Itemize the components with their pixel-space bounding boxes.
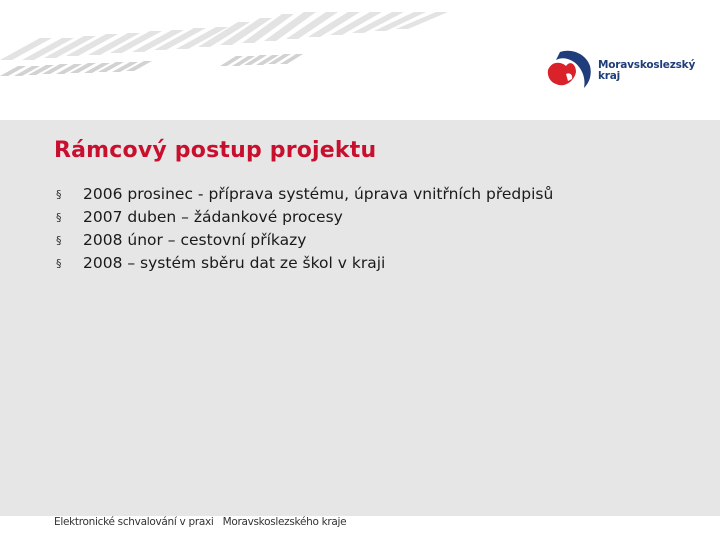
bullet-text: 2008 únor – cestovní příkazy — [83, 231, 307, 249]
bullet-marker: § — [56, 257, 62, 270]
bullet-marker: § — [56, 211, 62, 224]
bullet-text: 2007 duben – žádankové procesy — [83, 208, 343, 226]
list-item — [56, 183, 553, 206]
region-emblem-icon — [546, 48, 596, 94]
slide-footer — [54, 516, 346, 528]
logo-wordmark — [598, 60, 695, 82]
slide-header — [0, 0, 720, 120]
bullet-text: 2008 – systém sběru dat ze škol v kraji — [83, 254, 386, 272]
slide-content-area — [0, 120, 720, 516]
footer-text-2: Moravskoslezského kraje — [222, 516, 347, 528]
footer-text-1: Elektronické schvalování v praxi — [54, 516, 214, 528]
bullet-marker: § — [56, 188, 62, 201]
logo-line-2: kraj — [598, 70, 621, 82]
moravskoslezsky-kraj-logo — [546, 48, 706, 94]
bullet-marker: § — [56, 234, 62, 247]
slide-title: Rámcový postup projektu — [54, 138, 377, 163]
bullet-text: 2006 prosinec - příprava systému, úprava vnitřních předpisů — [83, 185, 554, 203]
logo-line-1: Moravskoslezský — [598, 59, 696, 71]
list-item — [56, 229, 553, 252]
bullet-list — [56, 183, 553, 275]
list-item — [56, 206, 553, 229]
list-item — [56, 252, 553, 275]
